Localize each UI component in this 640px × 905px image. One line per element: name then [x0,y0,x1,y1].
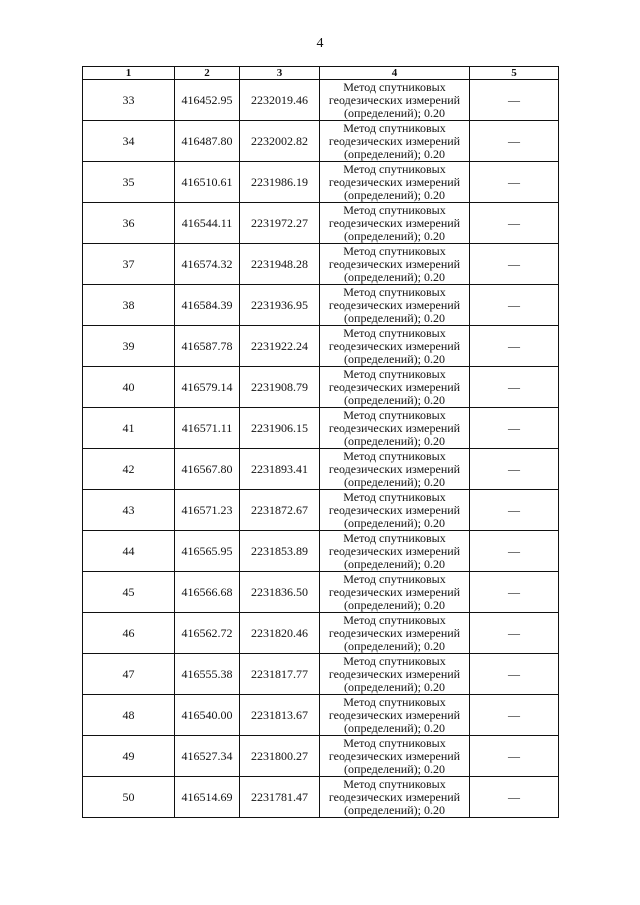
method-line: геодезических измерений [328,543,461,558]
note-cell: — [470,326,559,367]
y-coordinate-cell: 2231893.41 [240,449,320,490]
method-line: Метод спутниковых [343,694,446,709]
method-cell [320,736,470,777]
table-row [83,408,559,449]
note-cell: — [470,490,559,531]
point-number-cell: 39 [83,326,175,367]
point-number-cell: 46 [83,613,175,654]
method-line: Метод спутниковых [343,161,446,176]
x-coordinate-cell: 416487.80 [175,121,240,162]
method-line: (определений); 0.20 [344,105,445,120]
point-number-cell: 37 [83,244,175,285]
x-coordinate-cell: 416587.78 [175,326,240,367]
x-coordinate-cell: 416584.39 [175,285,240,326]
method-cell [320,203,470,244]
y-coordinate-cell: 2231817.77 [240,654,320,695]
table-row [83,490,559,531]
method-line: Метод спутниковых [343,284,446,299]
coordinates-table-container [82,66,558,818]
x-coordinate-cell: 416567.80 [175,449,240,490]
method-line: Метод спутниковых [343,448,446,463]
method-line: (определений); 0.20 [344,392,445,407]
header-col-1: 1 [83,67,175,80]
x-coordinate-cell: 416579.14 [175,367,240,408]
x-coordinate-cell: 416514.69 [175,777,240,818]
method-cell [320,121,470,162]
point-number-cell: 42 [83,449,175,490]
note-cell: — [470,367,559,408]
method-line: геодезических измерений [328,748,461,763]
point-number-cell: 34 [83,121,175,162]
method-line: (определений); 0.20 [344,146,445,161]
note-cell: — [470,121,559,162]
y-coordinate-cell: 2231936.95 [240,285,320,326]
x-coordinate-cell: 416555.38 [175,654,240,695]
method-line: геодезических измерений [328,297,461,312]
x-coordinate-cell: 416544.11 [175,203,240,244]
table-row [83,736,559,777]
table-row [83,121,559,162]
method-cell [320,449,470,490]
method-line: Метод спутниковых [343,776,446,791]
method-line: Метод спутниковых [343,79,446,94]
point-number-cell: 35 [83,162,175,203]
method-line: (определений); 0.20 [344,351,445,366]
table-header [83,67,559,80]
table-row [83,531,559,572]
method-line: (определений); 0.20 [344,556,445,571]
method-cell [320,162,470,203]
note-cell: — [470,408,559,449]
method-line: (определений); 0.20 [344,802,445,817]
x-coordinate-cell: 416452.95 [175,80,240,121]
method-line: (определений); 0.20 [344,310,445,325]
y-coordinate-cell: 2231906.15 [240,408,320,449]
x-coordinate-cell: 416571.11 [175,408,240,449]
table-row [83,367,559,408]
method-cell [320,80,470,121]
point-number-cell: 33 [83,80,175,121]
method-cell [320,408,470,449]
method-line: Метод спутниковых [343,325,446,340]
method-line: Метод спутниковых [343,489,446,504]
table-row [83,326,559,367]
x-coordinate-cell: 416540.00 [175,695,240,736]
table-row [83,449,559,490]
method-cell [320,572,470,613]
method-line: Метод спутниковых [343,407,446,422]
method-cell [320,326,470,367]
method-line: геодезических измерений [328,215,461,230]
table-row [83,203,559,244]
coordinates-table [82,66,559,818]
table-row [83,162,559,203]
header-col-3: 3 [240,67,320,80]
table-row [83,244,559,285]
method-line: Метод спутниковых [343,571,446,586]
note-cell: — [470,285,559,326]
point-number-cell: 41 [83,408,175,449]
note-cell: — [470,613,559,654]
x-coordinate-cell: 416562.72 [175,613,240,654]
method-line: геодезических измерений [328,420,461,435]
method-cell [320,244,470,285]
method-line: геодезических измерений [328,92,461,107]
header-row [83,67,559,80]
method-line: геодезических измерений [328,338,461,353]
note-cell: — [470,736,559,777]
method-line: (определений); 0.20 [344,474,445,489]
method-line: (определений); 0.20 [344,269,445,284]
note-cell: — [470,572,559,613]
y-coordinate-cell: 2231908.79 [240,367,320,408]
point-number-cell: 38 [83,285,175,326]
header-col-5: 5 [470,67,559,80]
x-coordinate-cell: 416574.32 [175,244,240,285]
method-line: геодезических измерений [328,584,461,599]
note-cell: — [470,162,559,203]
method-line: Метод спутниковых [343,366,446,381]
table-body [83,80,559,818]
method-line: (определений); 0.20 [344,638,445,653]
y-coordinate-cell: 2231972.27 [240,203,320,244]
page-number: 4 [316,36,324,51]
method-line: (определений); 0.20 [344,597,445,612]
y-coordinate-cell: 2231872.67 [240,490,320,531]
y-coordinate-cell: 2231813.67 [240,695,320,736]
method-cell [320,613,470,654]
method-line: (определений); 0.20 [344,187,445,202]
method-line: геодезических измерений [328,502,461,517]
method-cell [320,531,470,572]
method-line: Метод спутниковых [343,243,446,258]
method-line: (определений); 0.20 [344,228,445,243]
note-cell: — [470,531,559,572]
note-cell: — [470,695,559,736]
method-line: Метод спутниковых [343,653,446,668]
header-col-4: 4 [320,67,470,80]
method-line: геодезических измерений [328,174,461,189]
y-coordinate-cell: 2231948.28 [240,244,320,285]
method-cell [320,695,470,736]
method-cell [320,367,470,408]
note-cell: — [470,449,559,490]
x-coordinate-cell: 416527.34 [175,736,240,777]
y-coordinate-cell: 2232019.46 [240,80,320,121]
header-col-2: 2 [175,67,240,80]
note-cell: — [470,80,559,121]
note-cell: — [470,654,559,695]
method-line: геодезических измерений [328,625,461,640]
y-coordinate-cell: 2232002.82 [240,121,320,162]
point-number-cell: 48 [83,695,175,736]
method-line: (определений); 0.20 [344,761,445,776]
note-cell: — [470,244,559,285]
method-line: геодезических измерений [328,707,461,722]
y-coordinate-cell: 2231836.50 [240,572,320,613]
method-line: (определений); 0.20 [344,679,445,694]
method-cell [320,490,470,531]
method-line: геодезических измерений [328,379,461,394]
x-coordinate-cell: 416571.23 [175,490,240,531]
point-number-cell: 47 [83,654,175,695]
y-coordinate-cell: 2231800.27 [240,736,320,777]
point-number-cell: 36 [83,203,175,244]
x-coordinate-cell: 416510.61 [175,162,240,203]
method-line: Метод спутниковых [343,530,446,545]
note-cell: — [470,777,559,818]
table-row [83,654,559,695]
x-coordinate-cell: 416565.95 [175,531,240,572]
table-row [83,613,559,654]
point-number-cell: 45 [83,572,175,613]
y-coordinate-cell: 2231922.24 [240,326,320,367]
point-number-cell: 49 [83,736,175,777]
method-line: геодезических измерений [328,256,461,271]
method-line: Метод спутниковых [343,735,446,750]
method-line: (определений); 0.20 [344,433,445,448]
method-line: геодезических измерений [328,789,461,804]
y-coordinate-cell: 2231781.47 [240,777,320,818]
method-line: геодезических измерений [328,461,461,476]
y-coordinate-cell: 2231820.46 [240,613,320,654]
method-line: Метод спутниковых [343,120,446,135]
method-line: геодезических измерений [328,666,461,681]
note-cell: — [470,203,559,244]
method-line: геодезических измерений [328,133,461,148]
table-row [83,572,559,613]
table-row [83,80,559,121]
point-number-cell: 44 [83,531,175,572]
x-coordinate-cell: 416566.68 [175,572,240,613]
method-line: Метод спутниковых [343,202,446,217]
y-coordinate-cell: 2231986.19 [240,162,320,203]
method-cell [320,285,470,326]
table-row [83,777,559,818]
point-number-cell: 43 [83,490,175,531]
method-cell [320,654,470,695]
table-row [83,695,559,736]
method-cell [320,777,470,818]
method-line: Метод спутниковых [343,612,446,627]
point-number-cell: 50 [83,777,175,818]
method-line: (определений); 0.20 [344,515,445,530]
y-coordinate-cell: 2231853.89 [240,531,320,572]
method-line: (определений); 0.20 [344,720,445,735]
table-row [83,285,559,326]
point-number-cell: 40 [83,367,175,408]
